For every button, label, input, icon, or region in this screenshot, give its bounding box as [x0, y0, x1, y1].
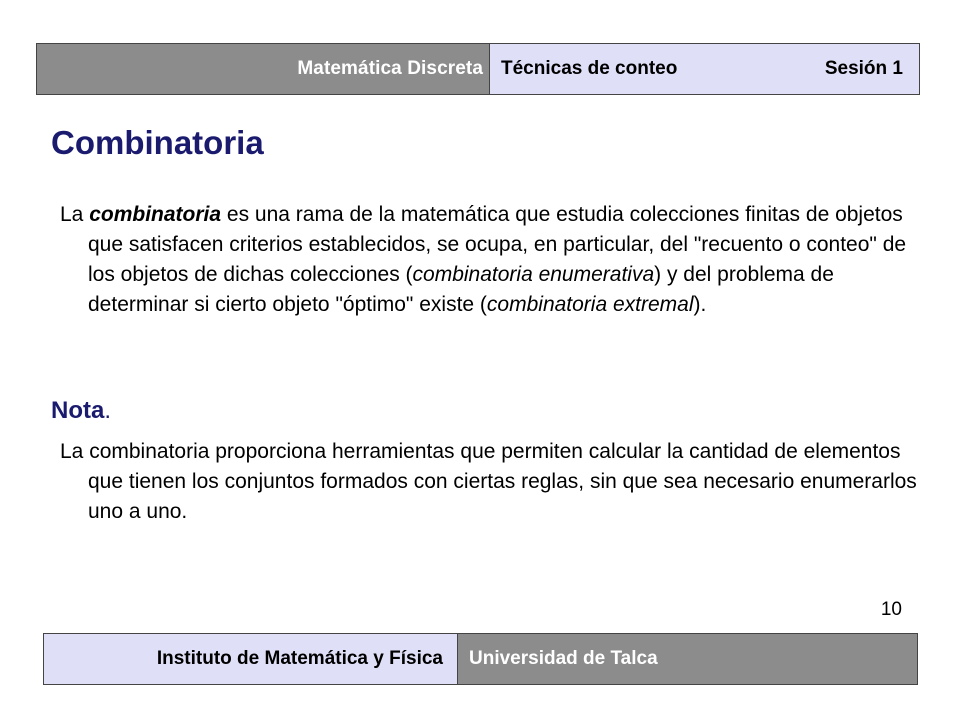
university-name: Universidad de Talca — [469, 648, 658, 669]
footer-institute-box — [44, 634, 458, 684]
definition-italic: combinatoria extremal — [486, 293, 694, 316]
session-label: Sesión 1 — [824, 58, 903, 79]
note-label: Nota — [51, 397, 105, 424]
page-number: 10 — [880, 599, 902, 620]
footer-university-box — [458, 634, 917, 684]
note-paragraph: La combinatoria proporciona herramientas que permiten calcular la cantidad de elementos que tienen los conjuntos formados con ciertas reglas, sin que sea necesario enumerarlos uno a uno. — [60, 440, 917, 523]
slide-footer — [43, 633, 918, 685]
definition-text: La — [60, 203, 90, 226]
definition-text: ). — [693, 293, 707, 316]
note-punct: . — [104, 397, 112, 424]
definition-paragraph — [60, 200, 918, 320]
slide-title: Combinatoria — [51, 124, 264, 161]
header-topic-box — [490, 44, 919, 94]
topic-name: Técnicas de conteo — [501, 58, 678, 79]
definition-text: es una rama de la matemática que estudia colecciones finitas de objetos que satisfacen criterios establecidos, se ocupa, en particular, del "recuento o conteo" de los objetos de dichas colecciones ( — [88, 203, 907, 286]
header-course-box — [37, 44, 490, 94]
note-heading — [51, 393, 111, 429]
institute-name: Instituto de Matemática y Física — [156, 648, 443, 669]
course-name: Matemática Discreta — [297, 58, 483, 79]
definition-text: ) y del problema de determinar si cierto objeto "óptimo" existe ( — [88, 263, 834, 316]
definition-term: combinatoria — [89, 203, 222, 226]
slide-header — [36, 43, 920, 95]
definition-italic: combinatoria enumerativa — [412, 263, 655, 286]
